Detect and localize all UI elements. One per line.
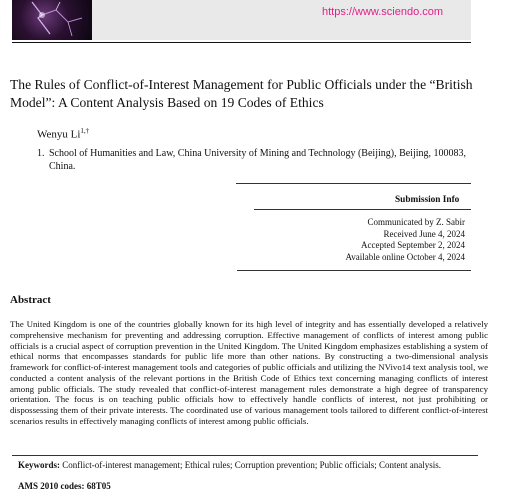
ams-value: 68T05	[86, 481, 111, 491]
journal-url-banner	[92, 0, 471, 40]
affiliation-text: School of Humanities and Law, China University of Mining and Technology (Beijing), Beijing, 100083, China.	[49, 148, 467, 173]
header-divider	[12, 42, 471, 43]
lightning-graphic	[12, 0, 92, 40]
submission-bottom-rule	[237, 270, 471, 271]
affiliation-number: 1.	[37, 148, 45, 159]
keywords-rule	[12, 455, 478, 456]
submission-top-rule	[236, 183, 471, 184]
keywords-label: Keywords:	[18, 460, 60, 470]
communicated-by: Communicated by Z. Sabir	[367, 217, 465, 227]
submission-info	[345, 217, 465, 263]
author-name: Wenyu Li	[37, 128, 81, 141]
keywords	[18, 460, 478, 471]
abstract-heading: Abstract	[10, 294, 51, 306]
abstract-text: The United Kingdom is one of the countries globally known for its high level of integrity and has essentially developed a relatively comprehensive mechanism for preventing and addressing corruption. Effective management of conflicts of interest among public officials is a crucial aspect of corruption prevention in the United Kingdom. The United Kingdom emphasizes establishing a system of ethical norms that encompasses standards for public life more than other nations. By constructing a two-dimensional analysis framework for conflict-of-interest management tools and categories of public officials and utilizing the NVivo14 text analysis tool, we conducted a content analysis of the relevant portions in the British Code of Ethics text concerning managing conflicts of interest among public officials. The study revealed that conflict-of-interest management rules demonstrate a high degree of transparency orientation. The focus is on teaching public officials how to effectively handle conflicts of interest, not just prohibiting or dispossessing them of their private interests. The coordinated use of various management tools tailored to different conflict-of-interest scenarios results in effectively managing conflicts of interest among public officials.	[10, 319, 488, 426]
accepted-date: Accepted September 2, 2024	[361, 240, 465, 251]
journal-url-link[interactable]: https://www.sciendo.com	[322, 6, 444, 18]
ams-codes	[18, 481, 111, 491]
author-line	[37, 127, 89, 141]
journal-cover-image	[12, 0, 92, 40]
available-online-date: Available online October 4, 2024	[345, 251, 465, 262]
submission-mid-rule	[254, 209, 471, 210]
author-affiliation-marks: 1,†	[80, 127, 90, 135]
keywords-text: Conflict-of-interest management; Ethical rules; Corruption prevention; Public officials; Content analysis.	[62, 460, 441, 470]
ams-label: AMS 2010 codes:	[18, 481, 85, 491]
received-date: Received June 4, 2024	[383, 228, 465, 239]
submission-info-heading: Submission Info	[395, 195, 460, 205]
paper-title: The Rules of Conflict-of-Interest Management for Public Officials under the “British Model”: A Content Analysis Based on 19 Codes of Ethics	[10, 77, 473, 110]
